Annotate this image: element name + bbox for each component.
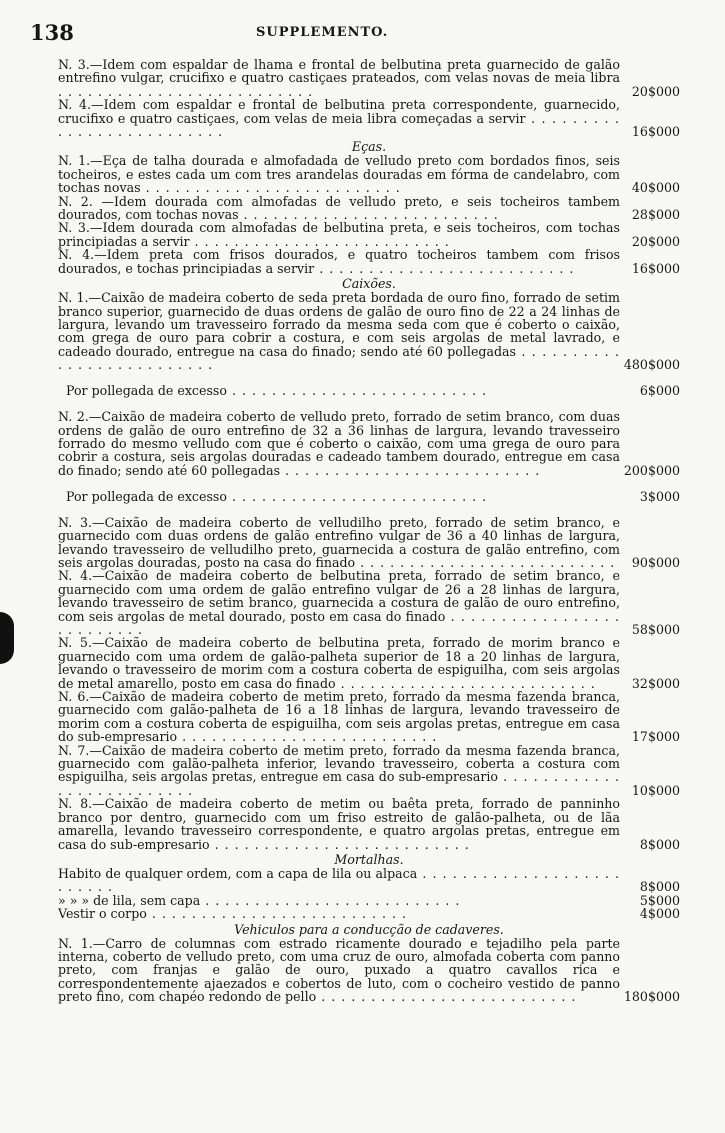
excess-price: 6$000 bbox=[639, 383, 680, 399]
list-item: N. 3.—Caixão de madeira coberto de velludilho preto, forrado de setim branco, e guarnecido com duas ordens de galão entrefino vulgar de 36 a 40 linhas de largura, levando travesseiro de velludilho preto, guarnecida a costura de galão entrefino, com seis argolas douradas, posto na casa do finado . . . 90$000 bbox=[58, 516, 680, 570]
section-heading: Mortalhas. bbox=[334, 851, 404, 867]
item-price: 90$000 bbox=[631, 554, 680, 570]
item-price: 20$000 bbox=[631, 83, 680, 99]
item-price: 16$000 bbox=[631, 260, 680, 276]
list-item: N. 4.—Idem preta com frisos dourados, e quatro tocheiros tambem com frisos dourados, e tochas principiadas a servir . . . 16$000 bbox=[58, 248, 680, 275]
item-price: 4$000 bbox=[639, 906, 680, 922]
item-price: 20$000 bbox=[631, 233, 680, 249]
item-price: 40$000 bbox=[631, 180, 680, 196]
item-price: 17$000 bbox=[631, 729, 680, 745]
excess-line: Por pollegada de excesso . . . 6$000 bbox=[58, 384, 680, 397]
item-price: 16$000 bbox=[631, 124, 680, 140]
list-item: Vestir o corpo . . . 4$000 bbox=[58, 907, 680, 920]
list-item: N. 2.—Caixão de madeira coberto de velludo preto, forrado de setim branco, com duas ordens de galão de ouro entrefino de 32 a 36 linhas de largura, levando travesseiro forrado do mesmo velludo com que é coberto o caixão, com uma grega de ouro para cobrir a costura, seis argolas douradas e cadeado tambem dourado, entregue em casa do finado; sendo até 60 pollegadas . . . 200$000 bbox=[58, 410, 680, 477]
excess-line: Por pollegada de excesso . . . 3$000 bbox=[58, 490, 680, 503]
list-item: N. 3.—Idem dourada com almofadas de belbutina preta, e seis tocheiros, com tochas principiadas a servir . . . 20$000 bbox=[58, 221, 680, 248]
page-number: 138 bbox=[30, 20, 74, 45]
list-item: N. 4.—Idem com espaldar e frontal de belbutina preta correspondente, guarnecido, crucifixo e quatro castiçaes, com velas de meia libra começadas a servir . . . 16$000 bbox=[58, 98, 680, 138]
item-price: 28$000 bbox=[631, 207, 680, 223]
list-item: N. 7.—Caixão de madeira coberto de metim preto, forrado da mesma fazenda branca, guarnecido com galão-palheta inferior, levando travesseiro, coberta a costura com espiguilha, seis argolas pretas, entregue em casa do sub-empresario . . . 10$000 bbox=[58, 744, 680, 798]
list-item: N. 2. —Idem dourada com almofadas de velludo preto, e seis tocheiros tambem dourados, com tochas novas . . . 28$000 bbox=[58, 195, 680, 222]
item-price: 8$000 bbox=[639, 836, 680, 852]
item-price: 32$000 bbox=[631, 675, 680, 691]
list-item: N. 3.—Idem com espaldar de lhama e frontal de belbutina preta guarnecido de galão entrefino vulgar, crucifixo e quatro castiçaes prateados, com velas novas de meia libra . . . 20$000 bbox=[58, 58, 680, 98]
running-title: SUPPLEMENTO. bbox=[256, 25, 389, 40]
item-price: 480$000 bbox=[623, 357, 680, 373]
list-item: N. 1.—Eça de talha dourada e almofadada de velludo preto com bordados finos, seis tocheiros, e estes cada um com tres arandelas douradas em fórma de candelabro, com tochas novas . . . 40$000 bbox=[58, 154, 680, 194]
ink-blot bbox=[0, 612, 14, 664]
item-price: 200$000 bbox=[623, 462, 680, 478]
list-item: Habito de qualquer ordem, com a capa de lila ou alpaca . . . 8$000 bbox=[58, 867, 680, 894]
excess-price: 3$000 bbox=[639, 488, 680, 504]
item-price: 8$000 bbox=[639, 879, 680, 895]
section-heading: Eças. bbox=[351, 139, 387, 155]
page-header bbox=[30, 20, 650, 50]
list-item: N. 6.—Caixão de madeira coberto de metim preto, forrado da mesma fazenda branca, guarnecido com galão-palheta de 16 a 18 linhas de largura, levando travesseiro de morim com a costura coberta de espiguilha, com seis argolas pretas, entregue em casa do sub-empresario . . . 17$000 bbox=[58, 690, 680, 744]
item-price: 10$000 bbox=[631, 782, 680, 798]
price-list bbox=[58, 58, 680, 1004]
list-item: N. 1.—Carro de columnas com estrado ricamente dourado e tejadilho pela parte interna, coberto de velludo preto, com uma cruz de ouro, almofada coberta com panno preto, com franjas e galão de ouro, puxado a quatro cavallos rica e correspondentemente ajaezados e cobertos de luto, com o cocheiro vestido de panno preto fino, com chapéo redondo de pello . . . 180$000 bbox=[58, 937, 680, 1004]
list-item: N. 8.—Caixão de madeira coberto de metim ou baêta preta, forrado de panninho branco por dentro, guarnecido com um friso estreito de galão-palheta, ou de lãa amarella, levando travesseiro correspondente, e quatro argolas pretas, entregue em casa do sub-empresario . . . 8$000 bbox=[58, 797, 680, 851]
item-price: 58$000 bbox=[631, 622, 680, 637]
list-item: N. 1.—Caixão de madeira coberto de seda preta bordada de ouro fino, forrado de setim branco superior, guarnecido de duas ordens de galão de ouro fino de 22 a 24 linhas de largura, levando um travesseiro forrado da mesma seda com que é coberto o caixão, com grega de ouro para cobrir a costura, e com seis argolas de metal lavrado, e cadeado dourado, entregue na casa do finado; sendo até 60 pollegadas . . . 480$000 bbox=[58, 291, 680, 371]
section-heading: Vehiculos para a conducção de cadaveres. bbox=[234, 921, 504, 937]
list-item: N. 5.—Caixão de madeira coberto de belbutina preta, forrado de morim branco e guarnecido com uma ordem de galão-palheta superior de 18 a 20 linhas de largura, levando o travesseiro de morim com a costura coberta de espiguilha, com seis argolas de metal amarello, posto em casa do finado . . . 32$000 bbox=[58, 636, 680, 690]
list-item: » » » de lila, sem capa . . . 5$000 bbox=[58, 894, 680, 907]
item-price: 180$000 bbox=[623, 989, 680, 1005]
item-price: 5$000 bbox=[639, 892, 680, 908]
list-item: N. 4.—Caixão de madeira coberto de belbutina preta, forrado de setim branco, e guarnecido com uma ordem de galão entrefino vulgar de 26 a 28 linhas de largura, levando travesseiro de setim branco, guarnecida a costura de galão de ouro entrefino, com seis argolas de metal dourado, posto em casa do finado . . . 58$000 bbox=[58, 569, 680, 636]
section-heading: Caixões. bbox=[342, 276, 396, 292]
